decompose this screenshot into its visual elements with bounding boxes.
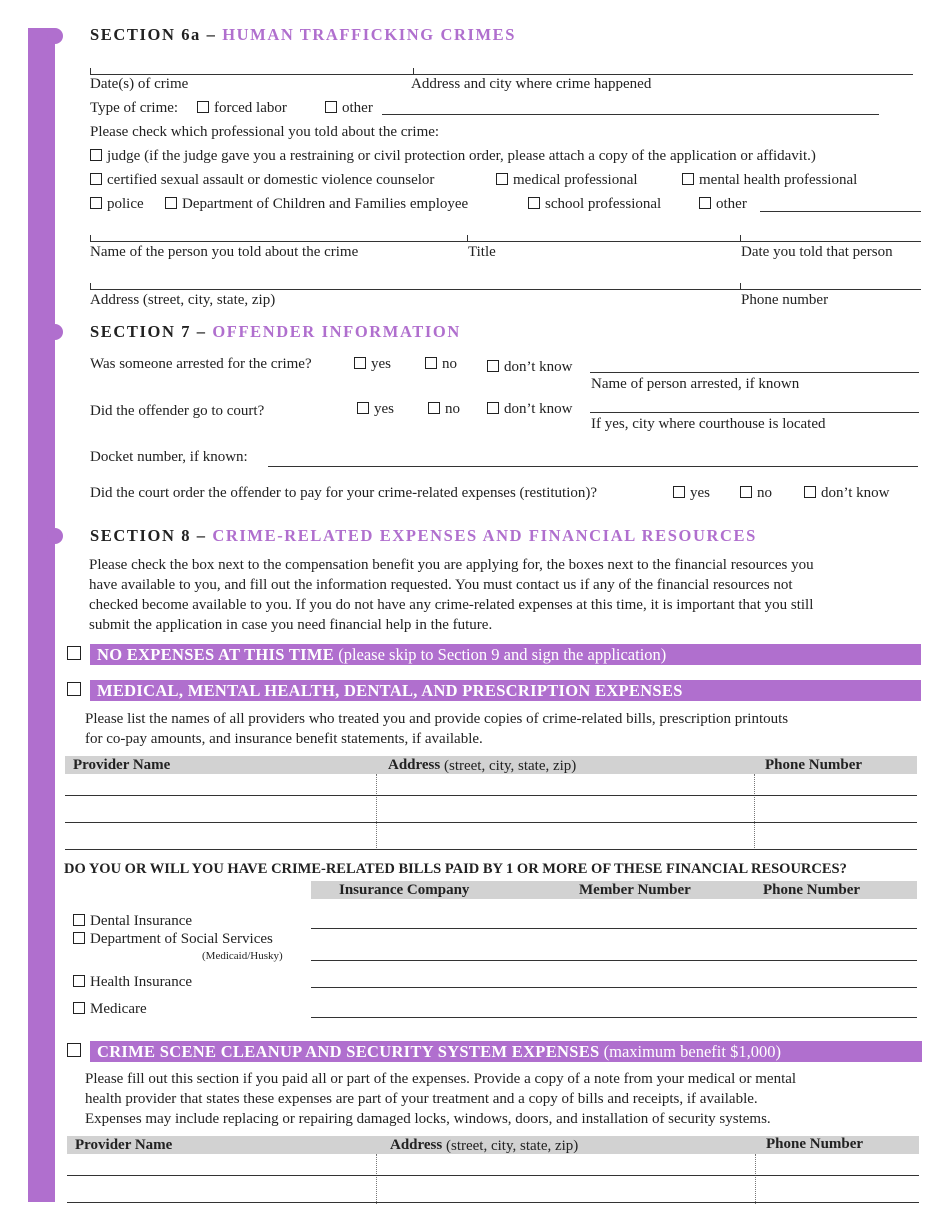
instruction-line: Please list the names of all providers who treated you and provide copies of crime-related bills, prescription printouts xyxy=(85,711,789,727)
cleanup-expenses-note: (maximum benefit $1,000) xyxy=(603,1042,781,1061)
column-divider xyxy=(755,1154,756,1204)
checkbox-icon[interactable] xyxy=(487,402,499,414)
checkbox-icon[interactable] xyxy=(428,402,440,414)
checkbox-icon[interactable] xyxy=(528,197,540,209)
crime-type-label: Type of crime: xyxy=(90,100,179,116)
prof-other-label: other xyxy=(716,196,747,212)
court-no-checkbox[interactable] xyxy=(428,400,460,418)
checkbox-icon[interactable] xyxy=(682,173,694,185)
no-expenses-bar xyxy=(90,644,921,665)
medicare-checkbox[interactable] xyxy=(73,1000,147,1018)
person-address-field[interactable] xyxy=(90,289,921,290)
arrested-question: Was someone arrested for the crime? xyxy=(90,356,312,372)
medical-professional-label: medical professional xyxy=(513,172,638,188)
checkbox-icon[interactable] xyxy=(73,932,85,944)
checkbox-icon[interactable] xyxy=(496,173,508,185)
cleanup-expenses-bar xyxy=(90,1041,922,1062)
cleanup-row-2[interactable] xyxy=(67,1202,919,1203)
forced-labor-checkbox[interactable] xyxy=(197,99,287,117)
forced-labor-label: forced labor xyxy=(214,100,287,116)
cleanup-row-1[interactable] xyxy=(67,1175,919,1176)
restitution-dont-know-checkbox[interactable] xyxy=(804,484,889,502)
no-expenses-checkbox[interactable] xyxy=(67,646,81,660)
section-7-title: OFFENDER INFORMATION xyxy=(212,322,461,341)
crime-address-label: Address and city where crime happened xyxy=(411,76,652,92)
counselor-label: certified sexual assault or domestic violence counselor xyxy=(107,172,435,188)
dss-label: Department of Social Services xyxy=(90,931,273,947)
dont-know-label: don’t know xyxy=(504,401,573,417)
provider-row-3[interactable] xyxy=(65,849,917,850)
prof-other-checkbox[interactable] xyxy=(699,195,747,213)
field-tick xyxy=(413,68,414,74)
crime-date-label: Date(s) of crime xyxy=(90,76,189,92)
col-address-group xyxy=(390,1137,579,1154)
professional-question: Please check which professional you told about the crime: xyxy=(90,124,440,140)
col-insurance-company: Insurance Company xyxy=(339,882,470,898)
section-8-title: CRIME-RELATED EXPENSES AND FINANCIAL RESOURCES xyxy=(212,526,757,545)
intro-line: have available to you, and fill out the information requested. You must contact us if any of the financial resources not xyxy=(89,577,793,593)
section-8-prefix: SECTION 8 – xyxy=(90,526,213,545)
checkbox-icon[interactable] xyxy=(165,197,177,209)
instruction-line: Please fill out this section if you paid all or part of the expenses. Provide a copy of a note from your medical or mental xyxy=(85,1071,797,1087)
checkbox-icon[interactable] xyxy=(73,975,85,987)
section-8-heading xyxy=(90,526,757,546)
col-phone-number: Phone Number xyxy=(763,882,861,898)
judge-label: judge (if the judge gave you a restraining or civil protection order, please attach a copy of the application or affidavit.) xyxy=(107,148,816,164)
column-divider xyxy=(376,1154,377,1204)
yes-label: yes xyxy=(690,485,710,501)
section-7-marker xyxy=(47,324,63,340)
checkbox-icon[interactable] xyxy=(90,173,102,185)
cleanup-expenses-title: CRIME SCENE CLEANUP AND SECURITY SYSTEM EXPENSES xyxy=(97,1042,600,1061)
school-label: school professional xyxy=(545,196,662,212)
section-margin-bar xyxy=(28,28,55,1202)
provider-row-1[interactable] xyxy=(65,795,917,796)
section-6a-prefix: SECTION 6a – xyxy=(90,25,223,44)
restitution-no-checkbox[interactable] xyxy=(740,484,772,502)
col-phone-number: Phone Number xyxy=(765,757,863,773)
dont-know-label: don’t know xyxy=(821,485,890,501)
checkbox-icon[interactable] xyxy=(804,486,816,498)
title-label: Title xyxy=(468,244,496,260)
checkbox-icon[interactable] xyxy=(673,486,685,498)
health-insurance-checkbox[interactable] xyxy=(73,973,192,991)
field-tick xyxy=(467,235,468,241)
intro-line: submit the application in case you need financial help in the future. xyxy=(89,617,493,633)
checkbox-icon[interactable] xyxy=(425,357,437,369)
col-member-number: Member Number xyxy=(579,882,691,898)
courthouse-field[interactable] xyxy=(590,412,919,413)
school-checkbox[interactable] xyxy=(528,195,661,213)
no-label: no xyxy=(757,485,772,501)
col-address: Address xyxy=(388,757,441,773)
checkbox-icon[interactable] xyxy=(699,197,711,209)
checkbox-icon[interactable] xyxy=(740,486,752,498)
medical-expenses-bar xyxy=(90,680,921,701)
section-7-heading xyxy=(90,322,461,342)
field-tick xyxy=(740,235,741,241)
no-expenses-note: (please skip to Section 9 and sign the application) xyxy=(338,645,667,664)
other-crime-checkbox[interactable] xyxy=(325,99,373,117)
section-8-marker xyxy=(47,528,63,544)
checkbox-icon[interactable] xyxy=(197,101,209,113)
arrested-name-label: Name of person arrested, if known xyxy=(591,376,800,392)
restitution-question: Did the court order the offender to pay for your crime-related expenses (restitution)? xyxy=(90,485,598,501)
health-insurance-field[interactable] xyxy=(311,987,917,988)
medical-expenses-title: MEDICAL, MENTAL HEALTH, DENTAL, AND PRESCRIPTION EXPENSES xyxy=(97,681,683,700)
prof-other-field[interactable] xyxy=(760,211,921,212)
checkbox-icon[interactable] xyxy=(73,914,85,926)
mental-health-label: mental health professional xyxy=(699,172,858,188)
section-8-intro xyxy=(89,555,929,635)
court-dont-know-checkbox[interactable] xyxy=(487,400,572,418)
intro-line: Please check the box next to the compensation benefit you are applying for, the boxes next to the financial resources you xyxy=(89,557,814,573)
field-tick xyxy=(740,283,741,289)
col-address-note: (street, city, state, zip) xyxy=(444,758,577,774)
dont-know-label: don’t know xyxy=(504,359,573,375)
medicare-field[interactable] xyxy=(311,1017,917,1018)
field-tick xyxy=(90,283,91,289)
checkbox-icon[interactable] xyxy=(357,402,369,414)
instruction-line: health provider that states these expenses are part of your treatment and a copy of bills and receipts, if available. xyxy=(85,1091,758,1107)
arrested-dont-know-checkbox[interactable] xyxy=(487,358,572,376)
checkbox-icon[interactable] xyxy=(354,357,366,369)
no-label: no xyxy=(442,356,457,372)
person-told-field[interactable] xyxy=(90,241,921,242)
col-address-group xyxy=(388,757,577,774)
medicare-label: Medicare xyxy=(90,1001,147,1017)
yes-label: yes xyxy=(371,356,391,372)
other-crime-field[interactable] xyxy=(382,114,879,115)
docket-field[interactable] xyxy=(268,466,918,467)
date-told-label: Date you told that person xyxy=(741,244,893,260)
person-told-label: Name of the person you told about the crime xyxy=(90,244,359,260)
medical-expenses-checkbox[interactable] xyxy=(67,682,81,696)
police-checkbox[interactable] xyxy=(90,195,144,213)
cleanup-table-header xyxy=(67,1136,919,1154)
court-yes-checkbox[interactable] xyxy=(357,400,394,418)
checkbox-icon[interactable] xyxy=(90,197,102,209)
restitution-yes-checkbox[interactable] xyxy=(673,484,710,502)
column-divider xyxy=(754,774,755,850)
arrested-name-field[interactable] xyxy=(590,372,919,373)
col-phone-number: Phone Number xyxy=(766,1136,864,1152)
counselor-checkbox[interactable] xyxy=(90,171,434,189)
section-6a-marker xyxy=(47,28,63,44)
col-address-note: (street, city, state, zip) xyxy=(446,1138,579,1154)
cleanup-expenses-checkbox[interactable] xyxy=(67,1043,81,1057)
column-divider xyxy=(376,774,377,850)
person-address-label: Address (street, city, state, zip) xyxy=(90,292,276,308)
no-expenses-label: NO EXPENSES AT THIS TIME xyxy=(97,645,335,664)
col-provider-name: Provider Name xyxy=(73,757,171,773)
section-7-prefix: SECTION 7 – xyxy=(90,322,213,341)
intro-line: checked become available to you. If you do not have any crime-related expenses at this time, it is important that you still xyxy=(89,597,814,613)
instruction-line: Expenses may include replacing or repairing damaged locks, windows, doors, and installation of security systems. xyxy=(85,1111,771,1127)
resources-question: DO YOU OR WILL YOU HAVE CRIME-RELATED BILLS PAID BY 1 OR MORE OF THESE FINANCIAL RESOURCES? xyxy=(64,861,847,877)
provider-row-2[interactable] xyxy=(65,822,917,823)
arrested-yes-checkbox[interactable] xyxy=(354,355,391,373)
yes-label: yes xyxy=(374,401,394,417)
section-6a-title: HUMAN TRAFFICKING CRIMES xyxy=(222,25,517,44)
medical-instructions xyxy=(85,709,925,749)
checkbox-icon[interactable] xyxy=(90,149,102,161)
dental-insurance-label: Dental Insurance xyxy=(90,913,193,929)
checkbox-icon[interactable] xyxy=(487,360,499,372)
judge-checkbox[interactable] xyxy=(90,147,816,165)
dcf-checkbox[interactable] xyxy=(165,195,468,213)
col-provider-name: Provider Name xyxy=(75,1137,173,1153)
dcf-label: Department of Children and Families employee xyxy=(182,196,469,212)
checkbox-icon[interactable] xyxy=(325,101,337,113)
checkbox-icon[interactable] xyxy=(73,1002,85,1014)
arrested-no-checkbox[interactable] xyxy=(425,355,457,373)
dental-insurance-checkbox[interactable] xyxy=(73,912,192,930)
section-6a-heading xyxy=(90,25,516,45)
dss-field[interactable] xyxy=(311,960,917,961)
court-question: Did the offender go to court? xyxy=(90,403,265,419)
field-tick xyxy=(90,68,91,74)
dss-checkbox[interactable] xyxy=(73,930,273,948)
phone-number-label: Phone number xyxy=(741,292,829,308)
courthouse-label: If yes, city where courthouse is located xyxy=(591,416,826,432)
health-insurance-label: Health Insurance xyxy=(90,974,193,990)
cleanup-instructions xyxy=(85,1069,930,1129)
field-tick xyxy=(90,235,91,241)
dss-note: (Medicaid/Husky) xyxy=(202,950,283,962)
resources-table-header xyxy=(311,881,917,899)
docket-label: Docket number, if known: xyxy=(90,449,248,465)
instruction-line: for co-pay amounts, and insurance benefit statements, if available. xyxy=(85,731,483,747)
dental-insurance-field[interactable] xyxy=(311,928,917,929)
medical-professional-checkbox[interactable] xyxy=(496,171,638,189)
other-crime-label: other xyxy=(342,100,373,116)
col-address: Address xyxy=(390,1137,443,1153)
no-label: no xyxy=(445,401,460,417)
mental-health-checkbox[interactable] xyxy=(682,171,857,189)
provider-table-header xyxy=(65,756,917,774)
police-label: police xyxy=(107,196,144,212)
